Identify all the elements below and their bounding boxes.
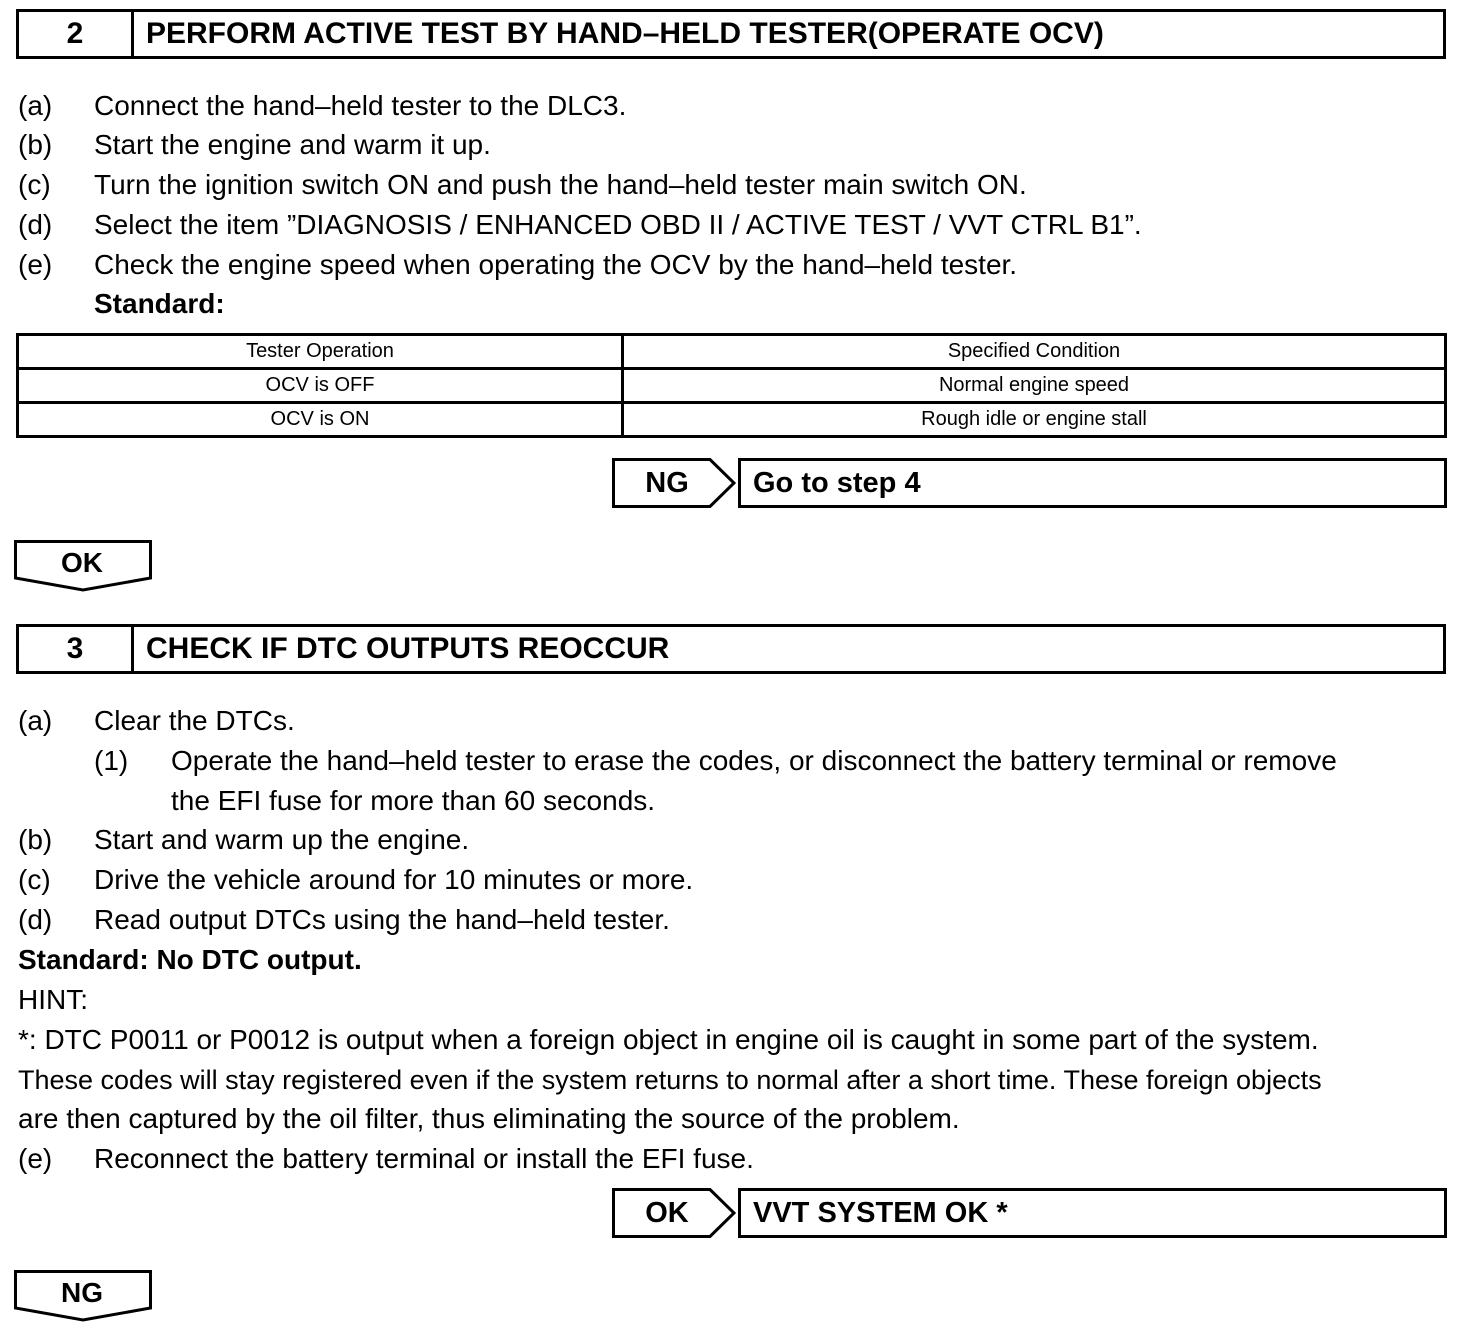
table-row xyxy=(18,369,1446,403)
item-text: Reconnect the battery terminal or install the EFI fuse. xyxy=(94,1143,754,1174)
ng-result-tag: NG xyxy=(645,466,689,499)
item-text: Turn the ignition switch ON and push the hand–held tester main switch ON. xyxy=(94,169,1027,200)
ng-result-text: Go to step 4 xyxy=(738,458,1447,508)
item-text: Clear the DTCs. xyxy=(94,705,295,736)
item-label: (d) xyxy=(18,209,53,240)
step-title: CHECK IF DTC OUTPUTS REOCCUR xyxy=(146,632,670,665)
item-text: Start the engine and warm it up. xyxy=(94,129,491,160)
item-text: Connect the hand–held tester to the DLC3. xyxy=(94,90,627,121)
step-number: 2 xyxy=(19,12,134,56)
table-header: Tester Operation xyxy=(18,335,623,369)
item-label: (c) xyxy=(18,169,51,200)
step-title: PERFORM ACTIVE TEST BY HAND–HELD TESTER(OPERATE OCV) xyxy=(146,17,1104,50)
subitem-label: (1) xyxy=(94,745,129,776)
item-text: Select the item ”DIAGNOSIS / ENHANCED OBD II / ACTIVE TEST / VVT CTRL B1”. xyxy=(94,209,1142,240)
item-label: (b) xyxy=(18,824,53,855)
spec-table xyxy=(16,333,1447,438)
item-label: (d) xyxy=(18,904,53,935)
item-text: Check the engine speed when operating the OCV by the hand–held tester. xyxy=(94,249,1018,280)
item-label: (e) xyxy=(18,249,53,280)
item-label: (b) xyxy=(18,129,53,160)
step-number: 3 xyxy=(19,627,134,671)
table-cell: Normal engine speed xyxy=(623,369,1446,403)
hint-label: HINT: xyxy=(18,984,88,1015)
hint-text: are then captured by the oil filter, thus eliminating the source of the problem. xyxy=(18,1103,960,1134)
hint-text: These codes will stay registered even if the system returns to normal after a short time. These foreign objects xyxy=(18,1065,1322,1095)
item-text: Start and warm up the engine. xyxy=(94,824,470,855)
item-label: (e) xyxy=(18,1143,53,1174)
step-3-header xyxy=(16,624,1446,674)
item-label: (a) xyxy=(18,705,53,736)
step-2-header xyxy=(16,9,1446,59)
item-text: Drive the vehicle around for 10 minutes or more. xyxy=(94,864,694,895)
ok-next-tag: OK xyxy=(61,547,103,578)
item-text: Read output DTCs using the hand–held tester. xyxy=(94,904,670,935)
subitem-text: Operate the hand–held tester to erase the codes, or disconnect the battery terminal or remove xyxy=(171,745,1337,776)
table-cell: Rough idle or engine stall xyxy=(623,403,1446,437)
ok-result-tag: OK xyxy=(645,1196,689,1229)
table-header: Specified Condition xyxy=(623,335,1446,369)
ng-next-tag: NG xyxy=(61,1277,103,1308)
standard-label: Standard: xyxy=(94,288,225,319)
subitem-text-continued: the EFI fuse for more than 60 seconds. xyxy=(171,785,656,816)
item-label: (a) xyxy=(18,90,53,121)
table-cell: OCV is OFF xyxy=(18,369,623,403)
table-row xyxy=(18,403,1446,437)
table-cell: OCV is ON xyxy=(18,403,623,437)
item-label: (c) xyxy=(18,864,51,895)
hint-text: *: DTC P0011 or P0012 is output when a foreign object in engine oil is caught in some part of the system. xyxy=(18,1024,1319,1055)
standard-text: Standard: No DTC output. xyxy=(18,944,362,975)
table-header-row xyxy=(18,335,1446,369)
ok-result-text: VVT SYSTEM OK * xyxy=(738,1188,1447,1238)
